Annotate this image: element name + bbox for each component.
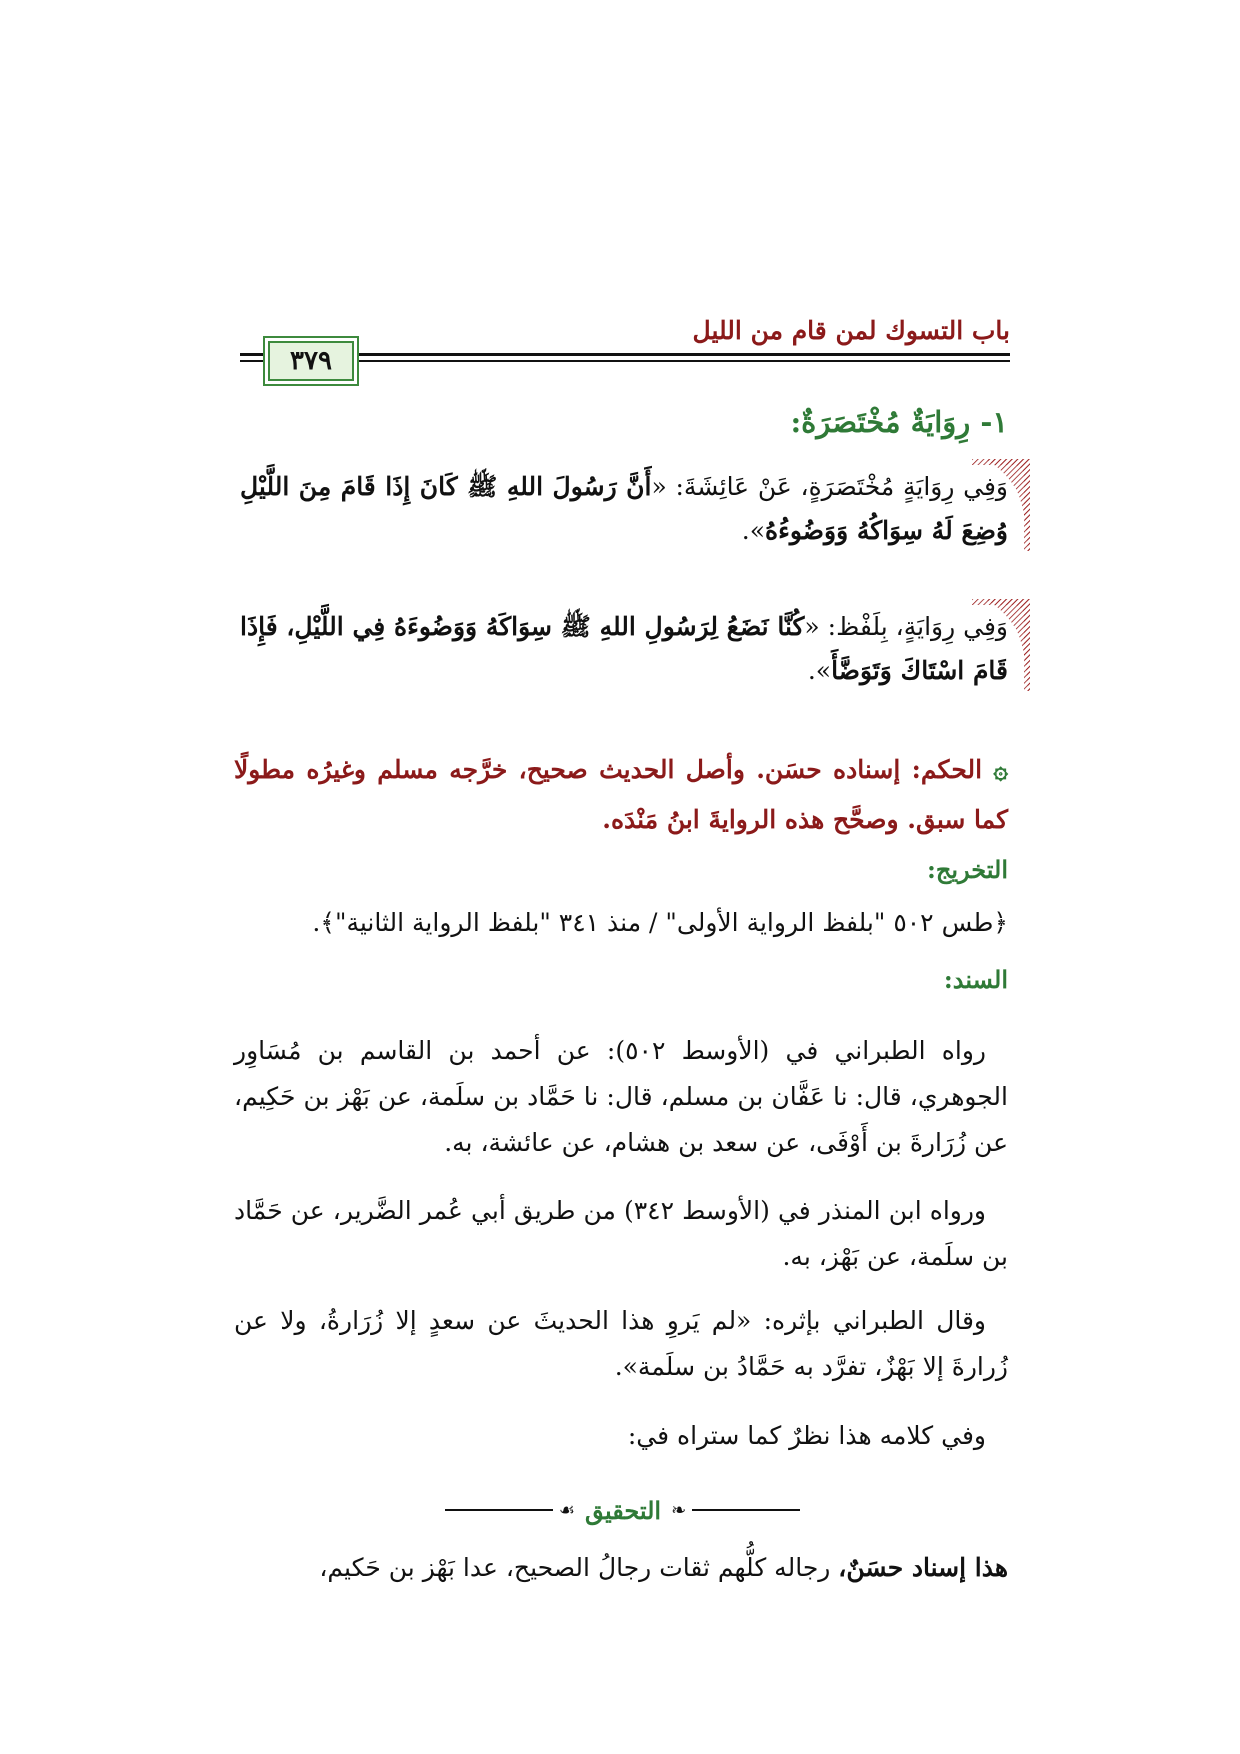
divider-line	[692, 1509, 800, 1511]
sanad-paragraph-3: وقال الطبراني بإثره: «لم يَروِ هذا الحديثَ عن سعدٍ إلا زُرَارةُ، ولا عن زُرارةَ إلا بَهْزٌ، تفرَّد به حَمَّادُ بن سلَمة».	[234, 1306, 1008, 1381]
takhrij-text: ﴿طس ٥٠٢ "بلفظ الرواية الأولى" / منذ ٣٤١ "بلفظ الرواية الثانية"﴾.	[312, 908, 1008, 937]
page-number-badge	[263, 336, 359, 386]
tahqiq-paragraph: هذا إسناد حسَنٌ، رجاله كلُّهم ثقات رجالُ الصحيح، عدا بَهْز بن حَكيم،	[319, 1553, 1008, 1582]
sanad-paragraph-1: رواه الطبراني في (الأوسط ٥٠٢): عن أحمد بن القاسم بن مُسَاوِر الجوهري، قال: نا عَفَّان بن مسلم، قال: نا حَمَّاد بن سلَمة، عن بَهْز بن حَكِيم، عن زُرَارةَ بن أَوْفَى، عن سعد بن هشام، عن عائشة، به.	[234, 1036, 1008, 1157]
ruling-label: الحكم:	[911, 755, 983, 784]
divider-line	[445, 1509, 553, 1511]
corner-ornament-icon	[972, 599, 1030, 691]
takhrij-heading: التخريج:	[927, 855, 1008, 884]
quote-text: وَفِي رِوَايَةٍ، بِلَفْظ: «كُنَّا نَضَعُ لِرَسُولِ اللهِ ﷺ سِوَاكَهُ وَوَضُوءَهُ فِي اللَّيْلِ، فَإِذَا قَامَ اسْتَاكَ وَتَوَضَّأَ».	[240, 612, 1008, 685]
sanad-paragraph-2: ورواه ابن المنذر في (الأوسط ٣٤٢) من طريق أبي عُمر الضَّرير، عن حَمَّاد بن سلَمة، عن بَهْز، به.	[234, 1196, 1008, 1271]
narration-quote-2	[240, 605, 1008, 693]
flower-icon: ۞	[993, 755, 1008, 784]
ruling-text: إسناده حسَن. وأصل الحديث صحيح، خرَّجه مسلم وغيرُه مطولًا كما سبق. وصحَّح هذه الروايةَ ابنُ مَنْدَه.	[234, 755, 1008, 834]
ornament-icon: ☙	[558, 1499, 575, 1521]
tahqiq-divider	[445, 1495, 800, 1525]
quote-text: وَفِي رِوَايَةٍ مُخْتَصَرَةٍ، عَنْ عَائِشَةَ: «أَنَّ رَسُولَ اللهِ ﷺ كَانَ إِذَا قَامَ مِنَ اللَّيْلِ وُضِعَ لَهُ سِوَاكُهُ وَوَضُوءُهُ».	[240, 472, 1009, 545]
narration-quote-1	[240, 465, 1008, 553]
sanad-paragraph-4: وفي كلامه هذا نظرٌ كما ستراه في:	[627, 1421, 986, 1450]
ruling-paragraph	[234, 745, 1008, 845]
corner-ornament-icon	[972, 459, 1030, 551]
ornament-icon: ❧	[671, 1499, 687, 1521]
chapter-title: باب التسوك لمن قام من الليل	[692, 316, 1010, 345]
sanad-heading: السند:	[943, 965, 1008, 994]
page-number: ٣٧٩	[290, 346, 332, 376]
section-heading: ١- رِوَايَةٌ مُخْتَصَرَةٌ:	[790, 405, 1008, 439]
tahqiq-title: التحقيق	[584, 1495, 662, 1525]
